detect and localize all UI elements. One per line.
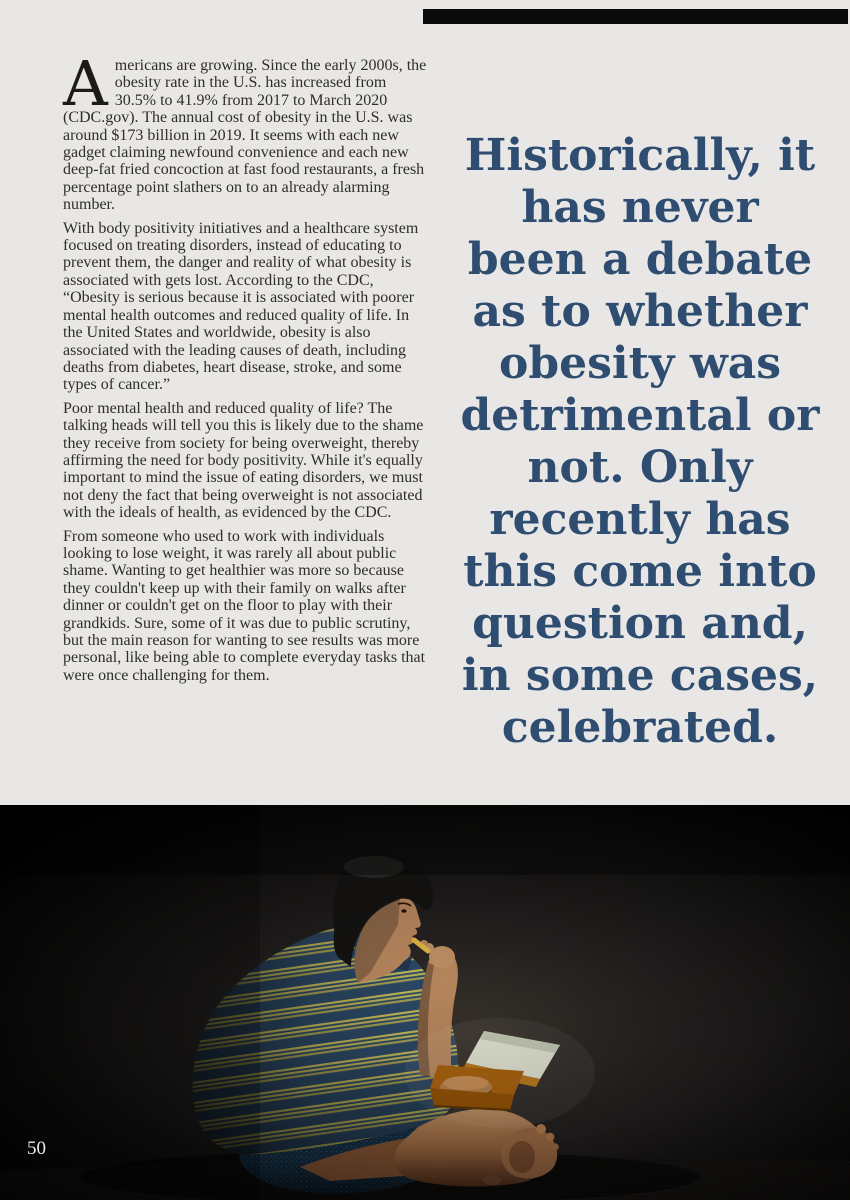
hero-photo [0,805,850,1200]
paragraph-text: mericans are growing. Since the early 2000s, the obesity rate in the U.S. has increased from 30.5% to 41.9% from 2017 to March 2020 (CDC.gov). The annual cost of obesity in the U.S. was around $173 billion in 2019. It seems with each new gadget claiming newfound convenience and each new deep-fat fried concoction at fast food restaurants, a fresh percentage point slathers on to an already alarming number. [63,57,427,214]
paragraph: Poor mental health and reduced quality of life? The talking heads will tell you this is likely due to the shame they receive from society for being overweight, thereby affirming the need for body positivity. While it's equally important to mind the issue of eating disorders, we must not deny the fact that being overweight is not associated with the ideals of health, as evidenced by the CDC. [63,399,424,522]
quote-line: celebrated. [501,702,779,753]
photo-illustration [0,805,850,1200]
article-column [63,47,430,690]
pull-quote [436,130,844,754]
quote-line: this come into [463,546,817,597]
paragraph: From someone who used to work with individuals looking to lose weight, it was rarely all about public shame. Wanting to get healthier was more so because they couldn't keep up with their family on walks after dinner or couldn't get on the floor to play with their grandkids. Sure, some of it was due to public scrutiny, but the main reason for wanting to see results was more personal, like being able to complete everyday tasks that were once challenging for them. [63,527,426,684]
drop-cap: A [63,47,108,120]
quote-line: as to whether [472,286,808,337]
paragraph: With body positivity initiatives and a healthcare system focused on treating disorders, instead of educating to prevent them, the danger and reality of what obesity is associated with gets lost. According to the CDC, “Obesity is serious because it is associated with poorer mental health outcomes and reduced quality of life. In the United States and worldwide, obesity is also associated with the leading causes of death, including deaths from diabetes, heart disease, stroke, and some types of cancer.” [63,219,419,394]
quote-line: has never [521,182,759,233]
quote-line: Historically, it [464,130,816,181]
paragraph [63,47,430,214]
quote-line: not. Only [527,442,753,493]
page-number: 50 [27,1138,46,1159]
quote-line: been a debate [467,234,813,285]
quote-line: obesity was [499,338,781,389]
top-accent-bar [423,9,848,24]
quote-line: detrimental or [460,390,820,441]
quote-line: recently has [489,494,791,545]
quote-line: question and, [472,598,808,649]
quote-line: in some cases, [461,650,819,701]
